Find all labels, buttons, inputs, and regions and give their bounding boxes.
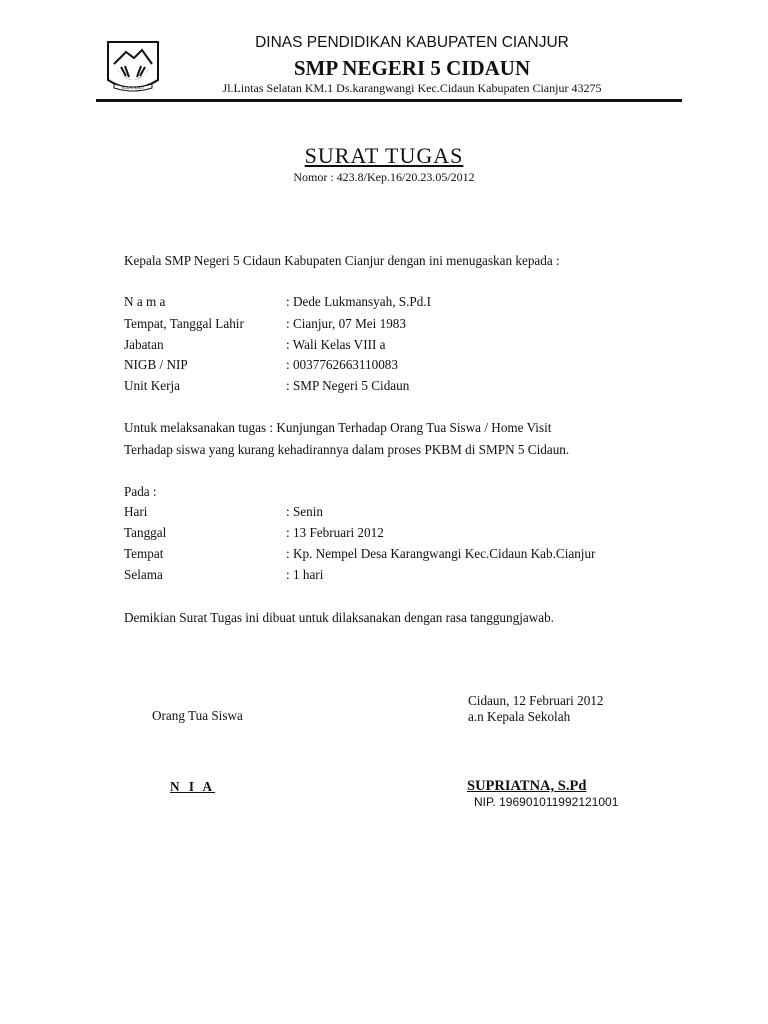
field-label-name: N a m a [124, 294, 166, 309]
letter-number: Nomor : 423.8/Kep.16/20.23.05/2012 [293, 170, 475, 184]
field-label-birth: Tempat, Tanggal Lahir [124, 316, 244, 331]
field-value-nip: : 0037762663110083 [286, 357, 398, 372]
field-label-unit: Unit Kerja [124, 378, 181, 393]
principal-signature-caption: a.n Kepala Sekolah [468, 709, 571, 724]
principal-name: SUPRIATNA, S.Pd [467, 778, 587, 794]
schedule-value-day: : Senin [286, 504, 323, 519]
schedule-value-duration: : 1 hari [286, 567, 324, 582]
field-label-position: Jabatan [124, 337, 164, 352]
parent-signature-caption: Orang Tua Siswa [152, 708, 243, 723]
place-date: Cidaun, 12 Februari 2012 [468, 693, 604, 708]
schedule-label-place: Tempat [124, 546, 164, 561]
schedule-label-date: Tanggal [124, 525, 167, 540]
letterhead-divider [96, 99, 682, 102]
closing-text: Demikian Surat Tugas ini dibuat untuk dilaksanakan dengan rasa tanggungjawab. [124, 610, 554, 625]
field-value-position: : Wali Kelas VIII a [286, 337, 386, 352]
purpose-line-1: Untuk melaksanakan tugas : Kunjungan Terhadap Orang Tua Siswa / Home Visit [124, 420, 552, 435]
purpose-line-2: Terhadap siswa yang kurang kehadirannya dalam proses PKBM di SMPN 5 Cidaun. [124, 442, 570, 457]
field-value-name: : Dede Lukmansyah, S.Pd.I [286, 294, 432, 309]
schedule-heading: Pada : [124, 484, 157, 499]
school-address: Jl.Lintas Selatan KM.1 Ds.karangwangi Kec.Cidaun Kabupaten Cianjur 43275 [222, 81, 602, 95]
principal-nip: NIP. 196901011992121001 [474, 795, 619, 809]
field-label-nip: NIGB / NIP [124, 357, 188, 372]
schedule-label-day: Hari [124, 504, 148, 519]
parent-id-label: N I A [170, 779, 216, 794]
schedule-label-duration: Selama [124, 567, 163, 582]
school-name: SMP NEGERI 5 CIDAUN [293, 56, 531, 80]
schedule-value-place: : Kp. Nempel Desa Karangwangi Kec.Cidaun Kab.Cianjur [286, 546, 596, 561]
field-value-unit: : SMP Negeri 5 Cidaun [286, 378, 410, 393]
intro-text: Kepala SMP Negeri 5 Cidaun Kabupaten Cianjur dengan ini menugaskan kepada : [124, 253, 560, 268]
field-value-birth: : Cianjur, 07 Mei 1983 [286, 316, 406, 331]
schedule-value-date: : 13 Februari 2012 [286, 525, 384, 540]
agency-name: DINAS PENDIDIKAN KABUPATEN CIANJUR [255, 34, 569, 51]
letter-title: SURAT TUGAS [304, 143, 464, 168]
svg-text:BUDHI BAKTI: BUDHI BAKTI [122, 86, 144, 90]
